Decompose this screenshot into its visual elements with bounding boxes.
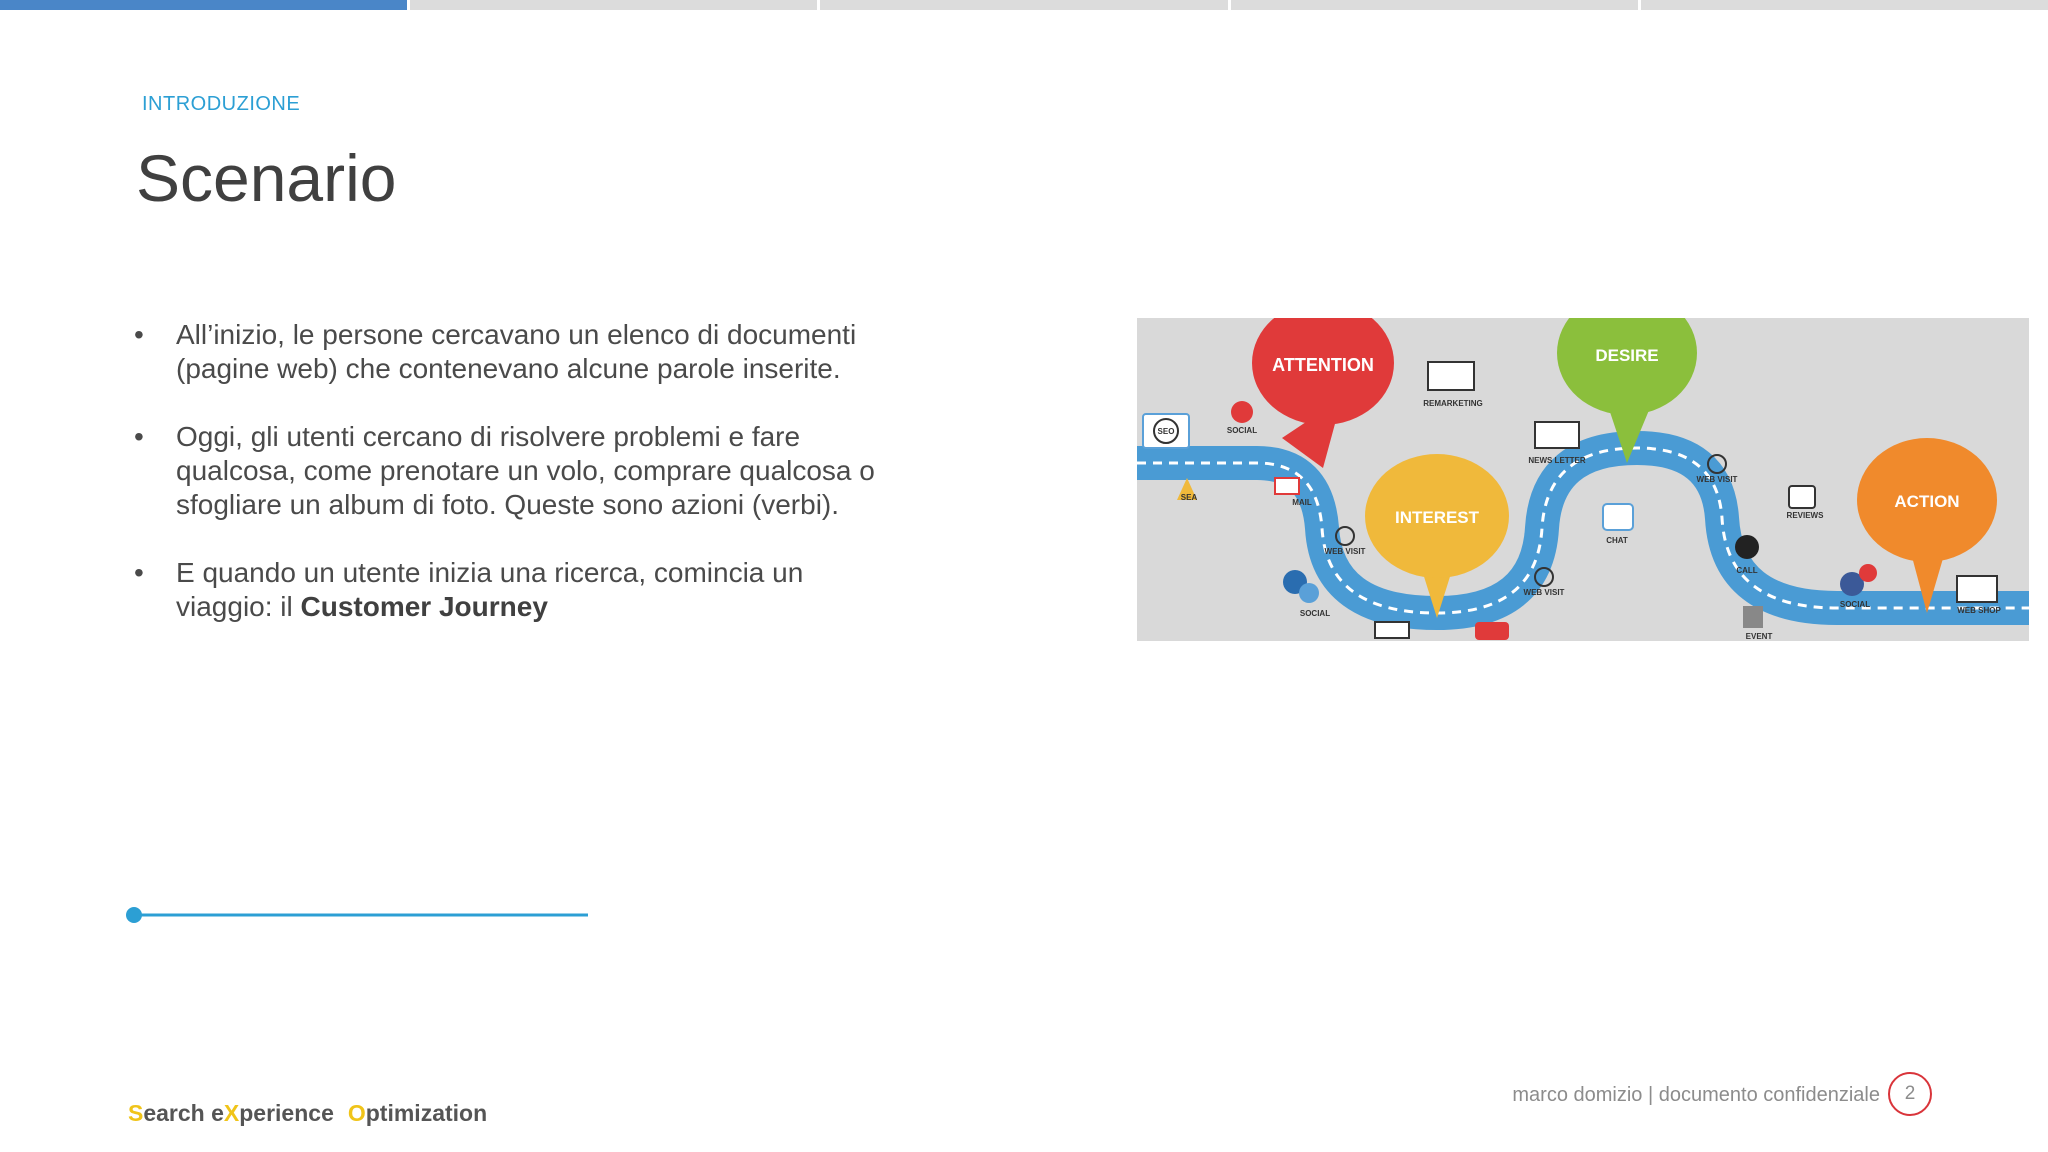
chat-icon	[1603, 504, 1633, 545]
bullet-bold-text: Customer Journey	[300, 591, 548, 622]
laptop-icon	[1375, 622, 1409, 638]
stage-label: INTEREST	[1394, 508, 1480, 527]
progress-segment	[410, 0, 817, 10]
phone-icon	[1735, 535, 1759, 575]
svg-text:WEB VISIT: WEB VISIT	[1324, 547, 1366, 556]
remarketing-icon	[1423, 362, 1483, 408]
svg-text:CHAT: CHAT	[1606, 536, 1628, 545]
pinterest-icon	[1227, 401, 1257, 435]
section-label: INTRODUZIONE	[142, 93, 301, 115]
progress-segment-current	[0, 0, 407, 10]
decorative-divider	[126, 906, 588, 924]
progress-segment	[1641, 0, 2048, 10]
svg-text:MAIL: MAIL	[1292, 498, 1312, 507]
customer-journey-image	[1137, 318, 2029, 641]
stage-pin-attention	[1252, 318, 1394, 468]
svg-text:SEA: SEA	[1180, 493, 1198, 502]
slide-title: Scenario	[136, 141, 397, 215]
seo-icon	[1143, 414, 1189, 448]
svg-text:SOCIAL: SOCIAL	[1226, 426, 1258, 435]
progress-segment	[1231, 0, 1638, 10]
slide-progress-bar	[0, 0, 2048, 10]
bullet-item	[134, 420, 894, 522]
svg-text:WEB VISIT: WEB VISIT	[1696, 475, 1738, 484]
bullet-item	[134, 556, 894, 624]
svg-text:REMARKETING: REMARKETING	[1423, 399, 1483, 408]
stage-label: DESIRE	[1595, 346, 1659, 365]
svg-text:WEB SHOP: WEB SHOP	[1957, 606, 2001, 615]
svg-text:CALL: CALL	[1736, 566, 1758, 575]
svg-text:EVENT: EVENT	[1745, 632, 1773, 641]
bullet-marker: •	[134, 319, 144, 350]
customer-journey-illustration	[1137, 318, 2029, 641]
brand-logo: Search eXperience Optimization	[128, 1100, 488, 1126]
svg-text:NEWS LETTER: NEWS LETTER	[1528, 456, 1586, 465]
sea-icon	[1177, 478, 1197, 502]
svg-text:SOCIAL: SOCIAL	[1299, 609, 1331, 618]
web-shop-icon	[1957, 576, 2001, 615]
page-number: 2	[1888, 1072, 1932, 1116]
bullet-text: All’inizio, le persone cercavano un elenco di documenti (pagine web) che contenevano alcune parole inserite.	[176, 319, 857, 384]
svg-text:SEO: SEO	[1157, 427, 1175, 436]
youtube-icon	[1475, 622, 1509, 640]
bullet-item	[134, 318, 894, 386]
newsletter-icon	[1528, 422, 1586, 465]
thumbs-up-icon	[1787, 486, 1825, 520]
svg-text:SOCIAL: SOCIAL	[1839, 600, 1871, 609]
progress-segment	[820, 0, 1227, 10]
bullet-marker: •	[134, 421, 144, 452]
svg-text:WEB VISIT: WEB VISIT	[1523, 588, 1565, 597]
bullet-list	[134, 318, 894, 658]
footer-author-text: marco domizio | documento confidenziale	[1512, 1084, 1880, 1106]
bullet-text: Oggi, gli utenti cercano di risolvere problemi e fare qualcosa, come prenotare un volo, comprare qualcosa o sfogliare un album di foto. Queste sono azioni (verbi).	[176, 421, 875, 520]
bullet-text: E quando un utente inizia una ricerca, comincia un viaggio: il	[176, 557, 804, 622]
stage-label: ACTION	[1894, 492, 1960, 511]
svg-text:REVIEWS: REVIEWS	[1786, 511, 1824, 520]
stage-label: ATTENTION	[1272, 355, 1374, 375]
bullet-marker: •	[134, 557, 144, 588]
